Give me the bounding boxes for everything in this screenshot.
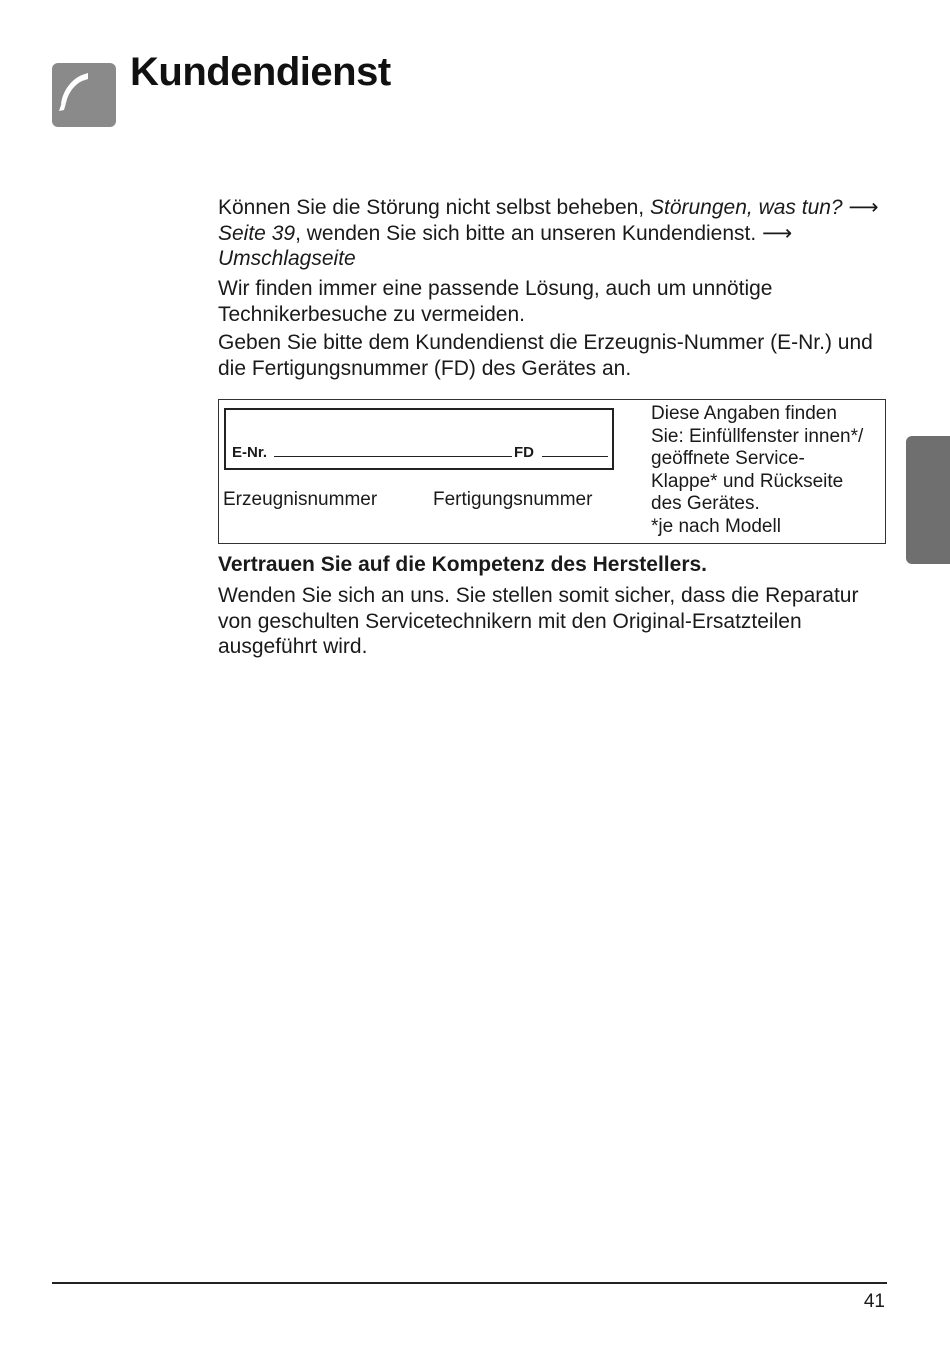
trust-paragraph: Wenden Sie sich an uns. Sie stellen somit sicher, dass die Reparatur von geschulten Servicetechnikern mit den Original-Ersatzteilen ausgeführt wird. — [218, 584, 859, 658]
chapter-tab — [906, 436, 950, 564]
note-line: *je nach Modell — [651, 515, 781, 537]
caption-product-number: Erzeugnisnummer — [223, 489, 378, 510]
footer-divider — [52, 1282, 887, 1284]
fd-label: FD — [514, 444, 534, 461]
caption-production-number: Fertigungsnummer — [433, 489, 593, 510]
intro-text-a: Können Sie die Störung nicht selbst beheben, — [218, 196, 650, 219]
intro-paragraph-2: Wir finden immer eine passende Lösung, auch um unnötige Technikerbesuche zu vermeiden. — [218, 277, 773, 326]
note-line: geöffnete Service- — [651, 448, 805, 470]
note-line: Klappe* und Rückseite — [651, 470, 844, 492]
arrow-icon: ⟶ — [762, 221, 793, 245]
trust-heading: Vertrauen Sie auf die Kompetenz des Herstellers. — [218, 553, 708, 576]
page-title: Kundendienst — [130, 50, 391, 94]
location-note — [651, 403, 887, 539]
intro-text-b: , wenden Sie sich bitte an unseren Kundendienst. — [295, 221, 757, 245]
note-line: Sie: Einfüllfenster innen*/ — [651, 425, 864, 447]
enr-underline — [274, 456, 512, 457]
rating-plate-info-box — [218, 399, 886, 544]
phone-handset-icon — [52, 63, 116, 127]
troubleshooting-reference: Störungen, was tun? — [649, 196, 843, 219]
fd-underline — [542, 456, 608, 457]
enr-label: E-Nr. — [232, 444, 268, 461]
page-number: 41 — [863, 1291, 885, 1312]
page-reference: Seite 39 — [218, 221, 296, 245]
cover-page-reference: Umschlagseite — [218, 247, 356, 270]
rating-plate-illustration — [224, 408, 614, 470]
intro-paragraph-3: Geben Sie bitte dem Kundendienst die Erzeugnis-Nummer (E-Nr.) und die Fertigungsnummer (FD) des Gerätes an. — [218, 331, 873, 380]
note-line: des Gerätes. — [651, 493, 760, 515]
intro-paragraph-1 — [218, 195, 898, 272]
arrow-icon: ⟶ — [848, 196, 879, 219]
note-line: Diese Angaben finden — [651, 403, 837, 424]
phone-handset-icon-graphic — [52, 63, 116, 127]
